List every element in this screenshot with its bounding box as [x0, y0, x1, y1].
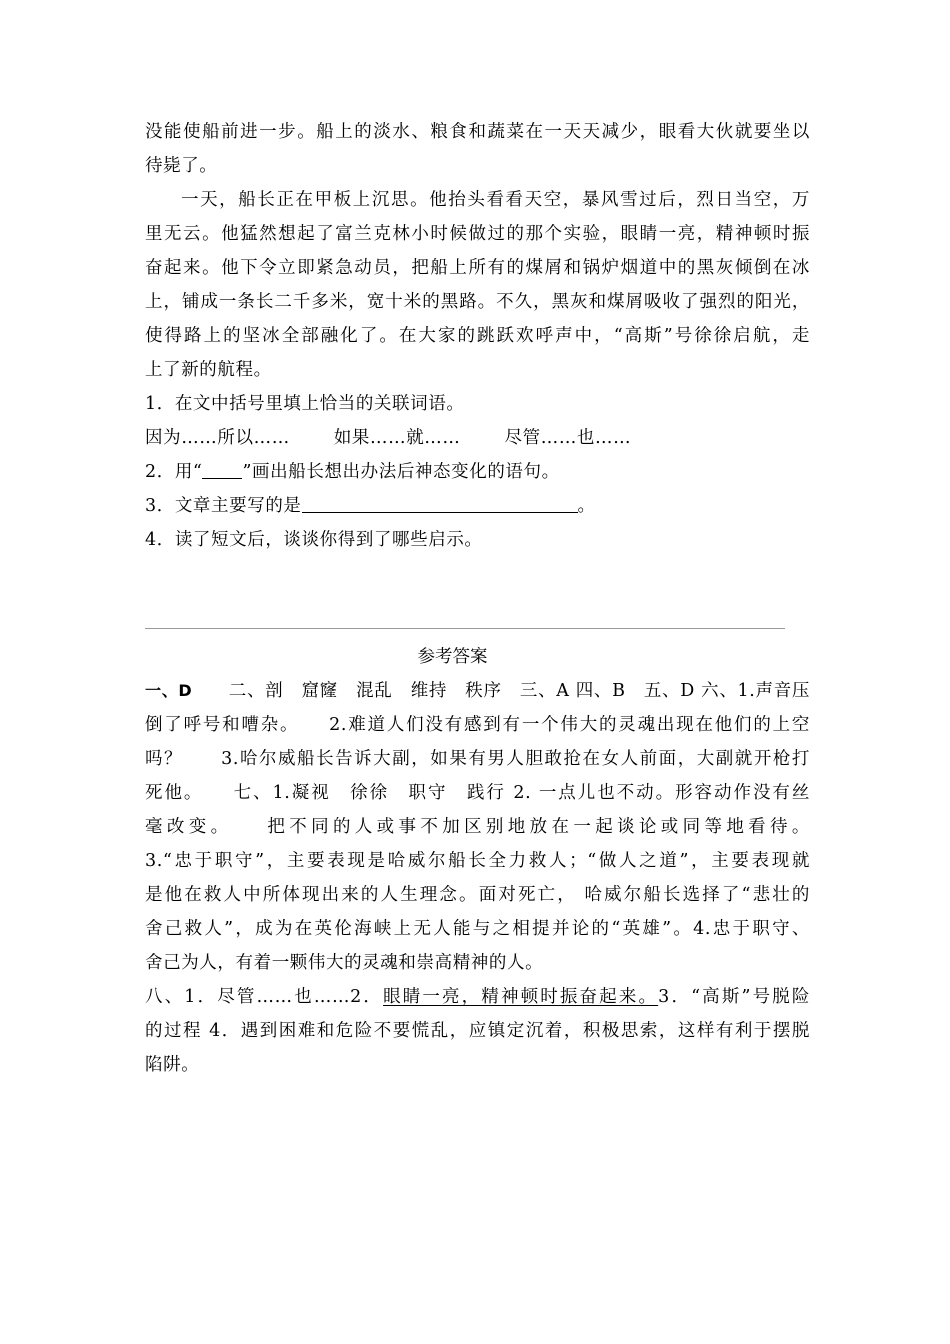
answer-line: 舍己救人”，成为在英伦海峡上无人能与之相提并论的“英雄”。4.忠于职守、	[145, 919, 810, 939]
answer-1: 一、D	[145, 681, 193, 700]
answer-line: 吗？ 3.哈尔威船长告诉大副，如果有男人胆敢抢在女人前面，大副就开枪打	[145, 749, 810, 769]
passage-line: 里无云。他猛然想起了富兰克林小时候做过的那个实验，眼睛一亮，精神顿时振	[145, 224, 810, 244]
answer-line: 毫改变。 把不同的人或事不加区别地放在一起谈论或同等地看待。	[145, 817, 810, 837]
answer-line	[145, 980, 810, 1014]
answer-line: 的过程 4．遇到困难和危险不要慌乱，应镇定沉着，积极思索，这样有利于摆脱	[145, 1021, 810, 1041]
divider	[145, 628, 785, 629]
question-1: 1．在文中括号里填上恰当的关联词语。	[145, 394, 465, 414]
passage-line: 没能使船前进一步。船上的淡水、粮食和蔬菜在一天天减少，眼看大伙就要坐以	[145, 122, 810, 142]
answer-line: 舍己为人，有着一颗伟大的灵魂和崇高精神的人。	[145, 953, 544, 973]
underlined-answer: 眼睛一亮，精神顿时振奋起来。	[383, 987, 659, 1007]
question-2	[145, 455, 810, 489]
option: 因为……所以……	[145, 428, 290, 448]
answer-line: 死他。 七、1.凝视 徐徐 职守 践行 2. 一点儿也不动。形容动作没有丝	[145, 783, 810, 803]
passage-line: 奋起来。他下令立即紧急动员，把船上所有的煤屑和锅炉烟道中的黑灰倾倒在冰	[145, 258, 810, 278]
option: 尽管……也……	[504, 428, 632, 448]
answer-blank[interactable]	[302, 496, 578, 513]
answer-8a: 八、1．尽管……也……2．	[145, 987, 384, 1007]
option: 如果……就……	[333, 428, 461, 448]
passage-line: 上，铺成一条长二千多米，宽十米的黑路。不久，黑灰和煤屑吸收了强烈的阳光，	[145, 292, 810, 312]
passage-line: 使得路上的坚冰全部融化了。在大家的跳跃欢呼声中，“高斯”号徐徐启航，走	[145, 326, 810, 346]
question-3	[145, 489, 810, 523]
question-2-post: ”画出船长想出办法后神态变化的语句。	[242, 462, 560, 482]
passage-line: 上了新的航程。	[145, 360, 272, 380]
question-3-pre: 3．文章主要写的是	[145, 496, 302, 516]
answer-2-6: 二、剖 窟窿 混乱 维持 秩序 三、A 四、B 五、D 六、1.声音压	[228, 681, 810, 701]
passage-line: 待毙了。	[145, 156, 218, 176]
question-3-post: 。	[577, 496, 596, 516]
answer-line: 倒了呼号和嘈杂。 2.难道人们没有感到有一个伟大的灵魂出现在他们的上空	[145, 715, 810, 735]
answer-line	[145, 674, 810, 708]
question-1-options	[145, 421, 810, 455]
answer-8b: 3．“高斯”号脱险	[658, 987, 810, 1007]
passage-line: 一天，船长正在甲板上沉思。他抬头看看天空，暴风雪过后，烈日当空，万	[181, 190, 810, 210]
answer-key	[145, 640, 810, 1082]
underline-mark	[202, 462, 242, 479]
passage	[145, 115, 810, 557]
question-2-pre: 2．用“	[145, 462, 203, 482]
answer-line: 陷阱。	[145, 1055, 200, 1075]
answer-title: 参考答案	[417, 647, 488, 667]
answer-line: 3.“忠于职守”，主要表现是哈威尔船长全力救人；“做人之道”，主要表现就	[145, 851, 810, 871]
answer-line: 是他在救人中所体现出来的人生理念。面对死亡， 哈威尔船长选择了“悲壮的	[145, 885, 810, 905]
question-4: 4．读了短文后，谈谈你得到了哪些启示。	[145, 530, 483, 550]
